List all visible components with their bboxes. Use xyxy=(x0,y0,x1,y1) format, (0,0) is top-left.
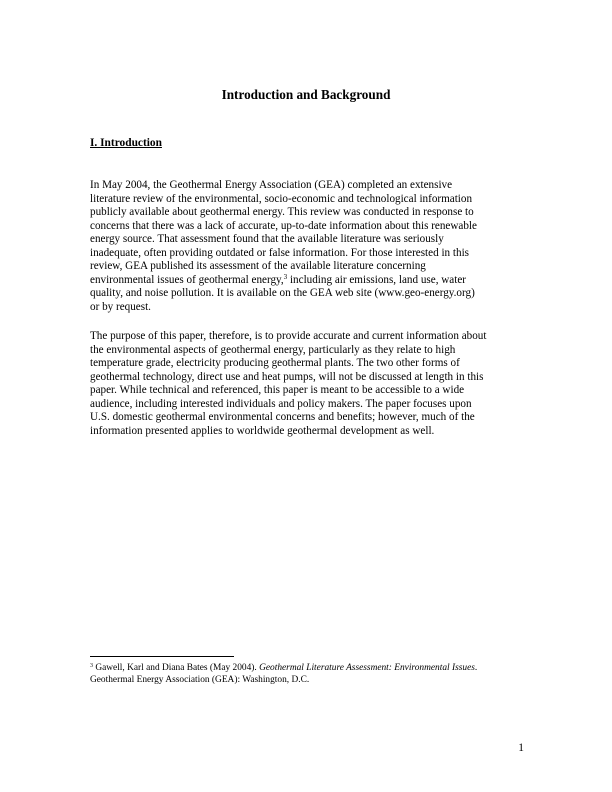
text-line: quality, and noise pollution. It is available on the GEA web site (www.geo-energy.org) xyxy=(90,287,475,300)
text-line: the environmental aspects of geothermal energy, particularly as they relate to high xyxy=(90,343,456,356)
text-line xyxy=(90,274,530,288)
text-line: or by request. xyxy=(90,300,151,313)
footnote-work-title: Geothermal Literature Assessment: Environmental Issues xyxy=(259,663,475,673)
text-line: inadequate, often providing outdated or false information. For those interested in this xyxy=(90,246,469,259)
text-line: publicly available about geothermal energy. This review was conducted in response to xyxy=(90,206,474,219)
footnote-marker: 3 xyxy=(90,663,93,669)
text-line: audience, including interested individuals and policy makers. The paper focuses upon xyxy=(90,397,472,410)
text-line: temperature grade, electricity producing geothermal plants. The two other forms of xyxy=(90,357,460,370)
footnote-line: Geothermal Energy Association (GEA): Washington, D.C. xyxy=(90,674,310,685)
footnote-authors: Gawell, Karl and Diana Bates (May 2004). xyxy=(93,663,260,673)
page-title: Introduction and Background xyxy=(221,87,391,102)
footnote xyxy=(90,663,530,686)
text-line: paper. While technical and referenced, this paper is meant to be accessible to a wide xyxy=(90,384,465,397)
paragraph-gea-review xyxy=(90,179,530,314)
text-line: geothermal technology, direct use and heat pumps, will not be discussed at length in this xyxy=(90,370,484,383)
text-line: In May 2004, the Geothermal Energy Association (GEA) completed an extensive xyxy=(90,179,453,191)
text-line: review, GEA published its assessment of the available literature concerning xyxy=(90,260,426,273)
text-line: energy source. That assessment found that the available literature was seriously xyxy=(90,233,444,246)
footnote-line xyxy=(90,663,530,675)
footnote-reference[interactable]: 3 xyxy=(283,272,288,281)
text-fragment: environmental issues of geothermal energy, xyxy=(90,273,284,286)
section-heading: I. Introduction xyxy=(90,137,162,149)
text-line: concerns that there was a lack of accurate, up-to-date information about this renewable xyxy=(90,219,477,232)
text-line: U.S. domestic geothermal environmental concerns and benefits; however, much of the xyxy=(90,411,475,424)
text-line: The purpose of this paper, therefore, is to provide accurate and current information about xyxy=(90,330,487,342)
footnote-punctuation: . xyxy=(474,663,478,673)
text-line: literature review of the environmental, socio-economic and technological information xyxy=(90,192,473,205)
footnote-separator xyxy=(90,656,234,657)
paragraph-purpose xyxy=(90,330,530,438)
text-fragment: including air emissions, land use, water xyxy=(287,273,467,286)
page-number: 1 xyxy=(518,742,524,754)
text-line: information presented applies to worldwide geothermal development as well. xyxy=(90,424,435,437)
